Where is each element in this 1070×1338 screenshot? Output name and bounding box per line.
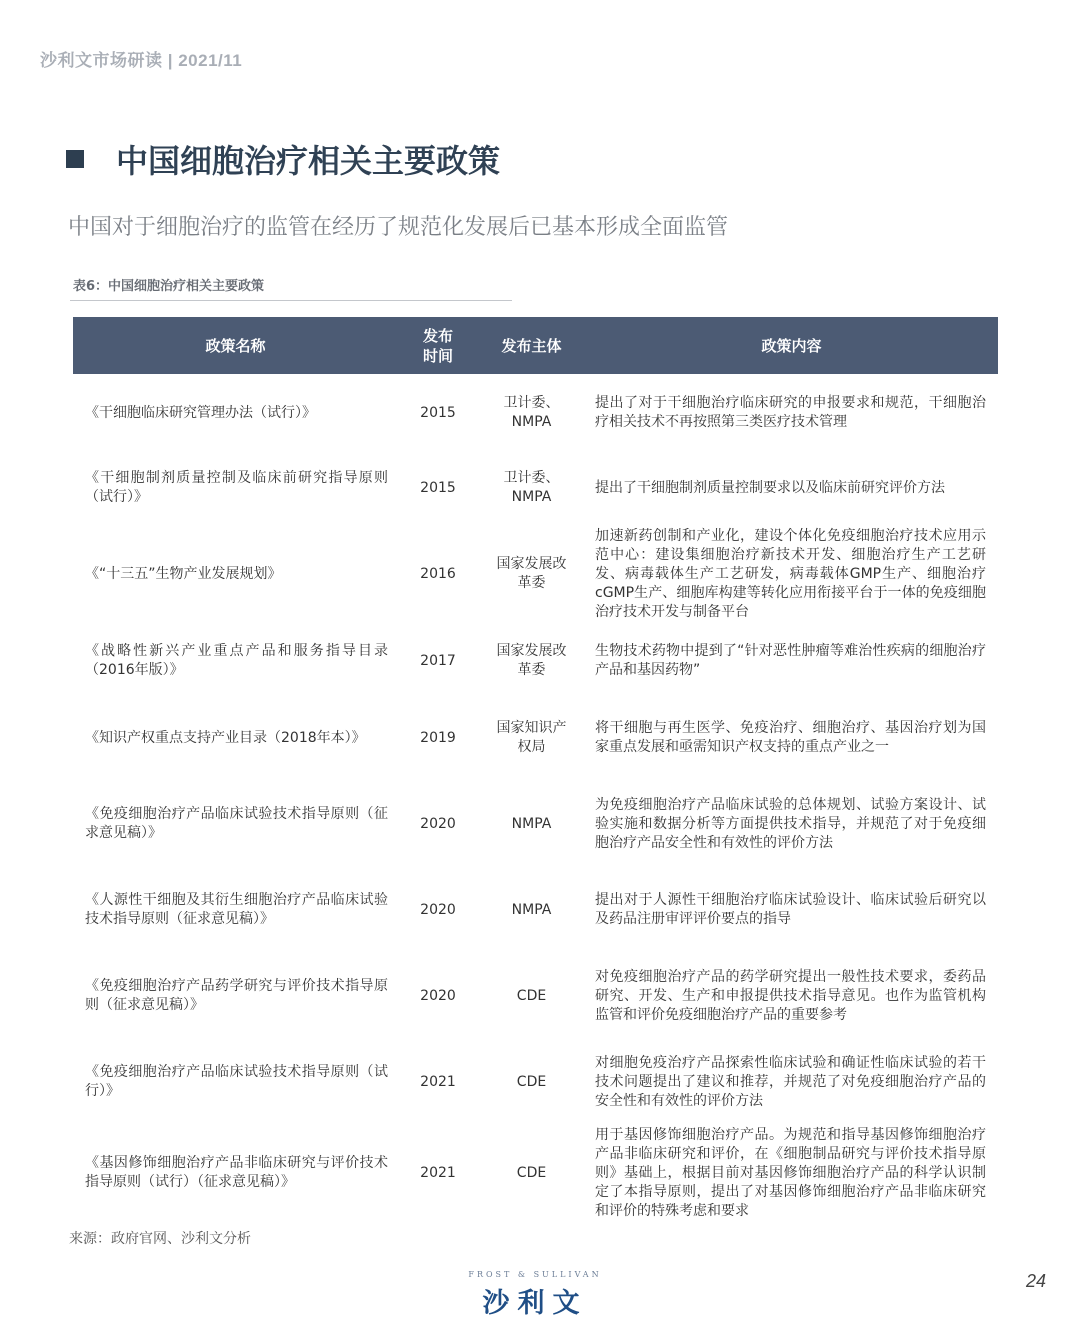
source-note: 来源：政府官网、沙利文分析 bbox=[69, 1231, 251, 1247]
policy-year: 2021 bbox=[420, 1164, 456, 1181]
brand-logo-chinese: 沙利文 bbox=[482, 1288, 588, 1319]
policy-publisher bbox=[478, 374, 585, 452]
policy-publisher-text: 国家发展改革委 bbox=[496, 643, 567, 678]
table-header-row bbox=[73, 317, 998, 374]
table-row bbox=[73, 1122, 998, 1224]
table-row bbox=[73, 624, 998, 698]
policy-year: 2015 bbox=[420, 404, 456, 421]
policy-publisher: NMPA bbox=[511, 901, 552, 918]
table-row bbox=[73, 1042, 998, 1122]
page-subtitle: 中国对于细胞治疗的监管在经历了规范化发展后已基本形成全面监管 bbox=[68, 215, 729, 240]
table-caption: 表6：中国细胞治疗相关主要政策 bbox=[73, 279, 265, 294]
brand-logo bbox=[455, 1270, 615, 1320]
policy-year: 2020 bbox=[420, 901, 456, 918]
policy-publisher-text: 国家知识产权局 bbox=[496, 720, 567, 755]
policy-name: 《“十三五”生物产业发展规划》 bbox=[85, 565, 282, 582]
policy-name: 《免疫细胞治疗产品药学研究与评价技术指导原则（征求意见稿）》 bbox=[85, 978, 388, 1013]
policy-table bbox=[73, 317, 998, 1224]
report-header: 沙利文市场研读 | 2021/11 bbox=[40, 51, 243, 70]
policy-publisher-text: 卫计委、NMPA bbox=[503, 470, 560, 505]
policy-year: 2015 bbox=[420, 479, 456, 496]
caption-divider bbox=[70, 300, 512, 301]
policy-content: 加速新药创制和产业化，建设个体化免疫细胞治疗技术应用示范中心：建设集细胞治疗新技术开发、细胞治疗生产工艺研发、病毒载体生产工艺研发，病毒载体GMP生产、细胞治疗cGMP生产、细胞库构建等转化应用衔接平台于一体的免疫细胞治疗技术开发与制备平台 bbox=[595, 527, 986, 620]
policy-name: 《免疫细胞治疗产品临床试验技术指导原则（征求意见稿）》 bbox=[85, 806, 388, 841]
policy-name: 《免疫细胞治疗产品临床试验技术指导原则（试行）》 bbox=[85, 1064, 388, 1099]
policy-publisher: CDE bbox=[516, 1073, 547, 1090]
policy-content: 提出对于人源性干细胞治疗临床试验设计、临床试验后研究以及药品注册审评评价要点的指导 bbox=[595, 892, 986, 927]
policy-name: 《干细胞临床研究管理办法（试行）》 bbox=[85, 404, 316, 421]
policy-content: 提出了对于干细胞治疗临床研究的申报要求和规范，干细胞治疗相关技术不再按照第三类医疗技术管理 bbox=[595, 395, 986, 430]
policy-name: 《基因修饰细胞治疗产品非临床研究与评价技术指导原则（试行）（征求意见稿）》 bbox=[85, 1155, 388, 1190]
policy-name: 《战略性新兴产业重点产品和服务指导目录（2016年版）》 bbox=[85, 643, 388, 678]
brand-logo-english: FROST & SULLIVAN bbox=[468, 1270, 602, 1279]
table-row bbox=[73, 374, 998, 452]
page-title: 中国细胞治疗相关主要政策 bbox=[116, 142, 501, 180]
policy-year: 2016 bbox=[420, 565, 456, 582]
table-row bbox=[73, 524, 998, 624]
policy-name: 《知识产权重点支持产业目录（2018年本）》 bbox=[85, 729, 366, 746]
column-header-name: 政策名称 bbox=[73, 317, 398, 374]
table-row bbox=[73, 870, 998, 950]
policy-year: 2017 bbox=[420, 652, 456, 669]
policy-publisher bbox=[478, 698, 585, 778]
policy-content: 提出了干细胞制剂质量控制要求以及临床前研究评价方法 bbox=[595, 479, 945, 496]
column-header-year bbox=[398, 317, 478, 374]
title-square-icon bbox=[66, 150, 84, 168]
column-header-year-text: 发布时间 bbox=[422, 326, 453, 365]
policy-name: 《人源性干细胞及其衍生细胞治疗产品临床试验技术指导原则（征求意见稿）》 bbox=[85, 892, 388, 927]
title-block bbox=[66, 136, 500, 182]
policy-year: 2019 bbox=[420, 729, 456, 746]
page-number: 24 bbox=[1025, 1271, 1046, 1291]
policy-year: 2020 bbox=[420, 987, 456, 1004]
table-row bbox=[73, 452, 998, 524]
policy-publisher bbox=[478, 524, 585, 624]
table-row bbox=[73, 698, 998, 778]
policy-content: 为免疫细胞治疗产品临床试验的总体规划、试验方案设计、试验实施和数据分析等方面提供技术指导，并规范了对于免疫细胞治疗产品安全性和有效性的评价方法 bbox=[595, 796, 986, 851]
policy-publisher: NMPA bbox=[511, 815, 552, 832]
policy-content: 用于基因修饰细胞治疗产品。为规范和指导基因修饰细胞治疗产品非临床研究和评价，在《细胞制品研究与评价技术指导原则》基础上，根据目前对基因修饰细胞治疗产品的科学认识制定了本指导原则，提出了对基因修饰细胞治疗产品非临床研究和评价的特殊考虑和要求 bbox=[595, 1126, 986, 1219]
policy-publisher bbox=[478, 452, 585, 524]
policy-content: 对细胞免疫治疗产品探索性临床试验和确证性临床试验的若干技术问题提出了建议和推荐，并规范了对免疫细胞治疗产品的安全性和有效性的评价方法 bbox=[595, 1054, 986, 1109]
policy-content: 对免疫细胞治疗产品的药学研究提出一般性技术要求，委药品研究、开发、生产和申报提供技术指导意见。也作为监管机构监管和评价免疫细胞治疗产品的重要参考 bbox=[595, 968, 986, 1023]
policy-publisher-text: 国家发展改革委 bbox=[496, 556, 567, 591]
policy-publisher-text: 卫计委、NMPA bbox=[503, 395, 560, 430]
policy-name: 《干细胞制剂质量控制及临床前研究指导原则（试行）》 bbox=[85, 470, 388, 505]
column-header-publisher: 发布主体 bbox=[478, 317, 585, 374]
table-row bbox=[73, 778, 998, 870]
policy-publisher bbox=[478, 624, 585, 698]
column-header-content: 政策内容 bbox=[585, 317, 998, 374]
policy-year: 2021 bbox=[420, 1073, 456, 1090]
policy-publisher: CDE bbox=[516, 987, 547, 1004]
policy-publisher: CDE bbox=[516, 1164, 547, 1181]
policy-content: 将干细胞与再生医学、免疫治疗、细胞治疗、基因治疗划为国家重点发展和亟需知识产权支持的重点产业之一 bbox=[595, 720, 986, 755]
table-row bbox=[73, 950, 998, 1042]
policy-year: 2020 bbox=[420, 815, 456, 832]
policy-content: 生物技术药物中提到了“针对恶性肿瘤等难治性疾病的细胞治疗产品和基因药物” bbox=[595, 643, 986, 678]
